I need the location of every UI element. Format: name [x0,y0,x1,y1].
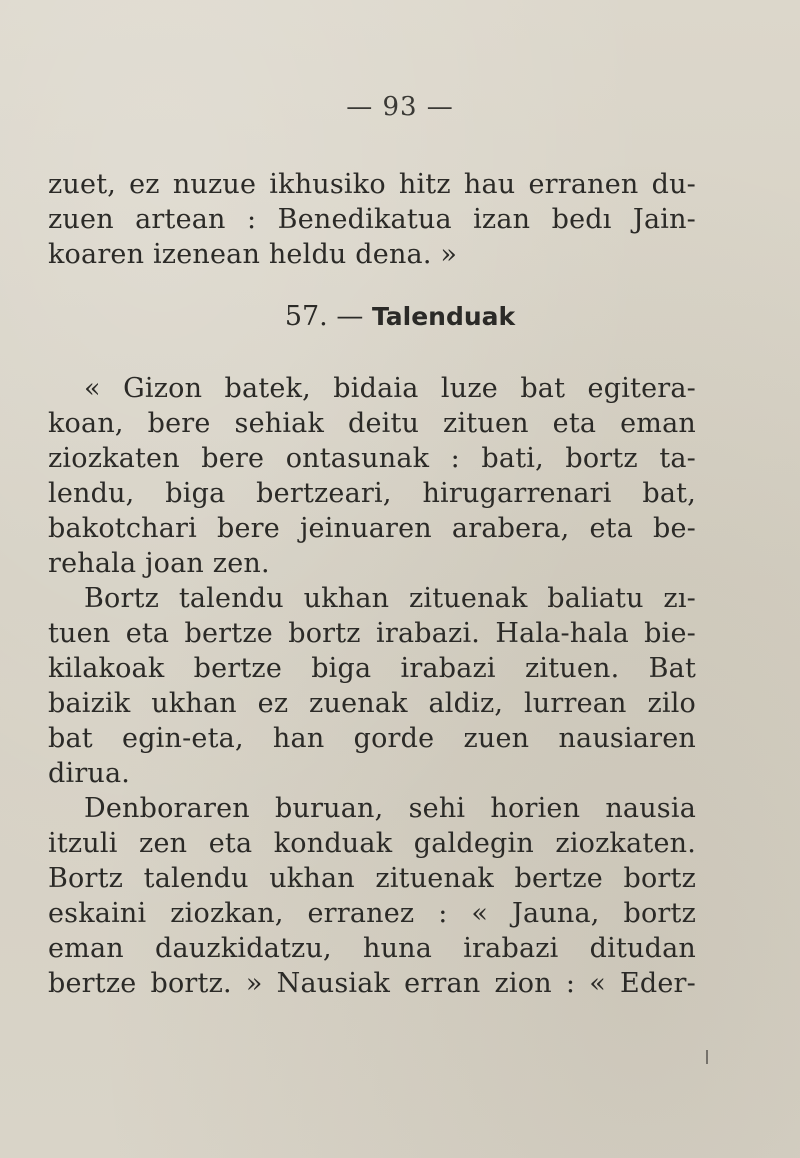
text-line: lendu, biga bertzeari, hirugarrenari bat, [48,478,696,509]
text-line: baizik ukhan ez zuenak aldiz, lurrean zilo [48,688,696,719]
text-line: rehala joan zen. [48,548,270,579]
section-dash: — [327,301,372,332]
text-line: koan, bere sehiak deitu zituen eta eman [48,408,696,439]
text-line: Denboraren buruan, sehi horien nausia [84,793,696,824]
text-line: « Gizon batek, bidaia luze bat egitera- [84,373,696,404]
paper-blemish [706,1050,708,1064]
page-number: — 93 — [346,92,454,122]
text-line: ziozkaten bere ontasunak : bati, bortz ta- [48,443,696,474]
text-line: koaren izenean heldu dena. » [48,239,458,270]
text-line: kilakoak bertze biga irabazi zituen. Bat [48,653,696,684]
text-line: dirua. [48,758,131,789]
text-line: Bortz talendu ukhan zituenak bertze bortz [48,863,696,894]
text-line: bertze bortz. » Nausiak erran zion : « Eder- [48,968,696,999]
text-line: eman dauzkidatzu, huna irabazi ditudan [48,933,696,964]
text-line: zuen artean : Benedikatua izan bedı Jain- [48,204,696,235]
text-line: bakotchari bere jeinuaren arabera, eta be- [48,513,696,544]
text-line: zuet, ez nuzue ikhusiko hitz hau erranen du- [48,169,696,200]
text-line: tuen eta bertze bortz irabazi. Hala-hala bie- [48,618,696,649]
section-heading [0,300,800,334]
text-line: eskaini ziozkan, erranez : « Jauna, bortz [48,898,696,929]
text-line: itzuli zen eta konduak galdegin ziozkaten. [48,828,696,859]
text-line: bat egin-eta, han gorde zuen nausiaren [48,723,696,754]
section-number: 57. [284,301,328,332]
section-title: Talenduak [371,302,516,331]
text-line: Bortz talendu ukhan zituenak baliatu zı- [84,583,696,614]
